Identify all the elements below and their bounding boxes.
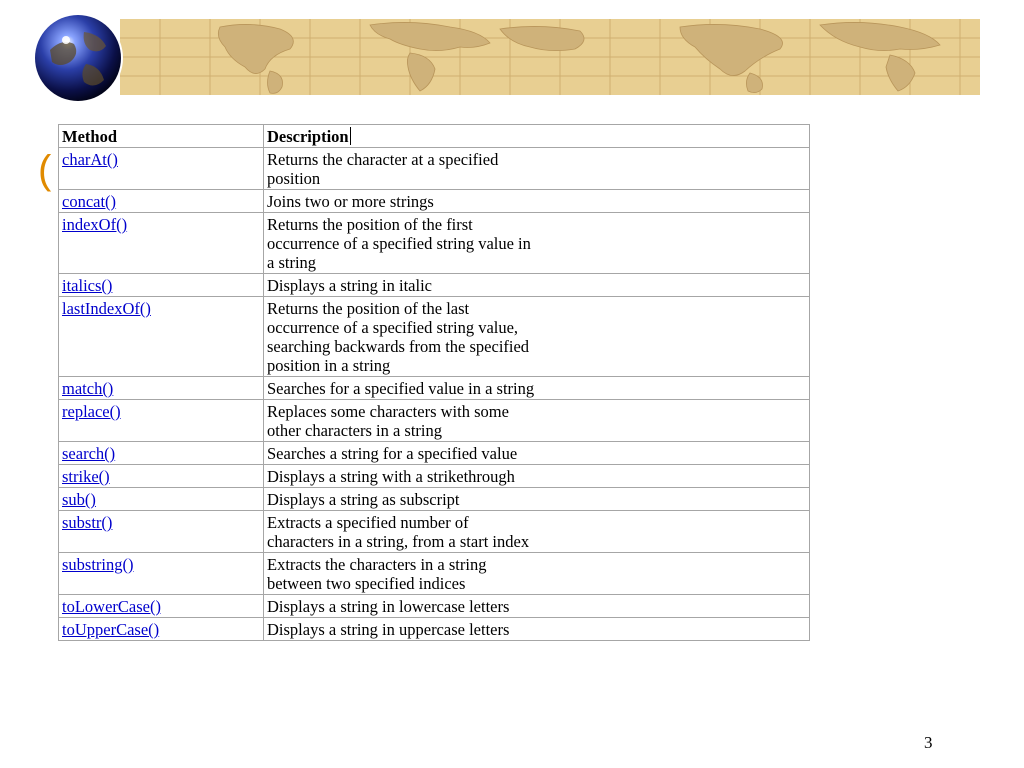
table-row (59, 400, 810, 442)
table-row (59, 377, 810, 400)
method-cell (59, 400, 264, 442)
string-methods-table (58, 124, 810, 641)
description-cell: Extracts a specified number of characters in a string, from a start index (264, 511, 810, 553)
table-row (59, 553, 810, 595)
method-cell (59, 511, 264, 553)
description-cell: Displays a string in uppercase letters (264, 618, 810, 641)
description-cell: Returns the position of the first occurrence of a specified string value in a string (264, 213, 810, 274)
table-row (59, 618, 810, 641)
header-description-label: Description (267, 127, 349, 146)
header-description (264, 125, 810, 148)
method-link-charat[interactable]: charAt() (62, 150, 118, 169)
table-row (59, 465, 810, 488)
method-link-touppercase[interactable]: toUpperCase() (62, 620, 160, 639)
description-cell: Returns the position of the last occurrence of a specified string value, searching backwards from the specified position in a string (264, 297, 810, 377)
table-row (59, 511, 810, 553)
method-link-search[interactable]: search() (62, 444, 116, 463)
method-cell (59, 213, 264, 274)
method-link-substr[interactable]: substr() (62, 513, 113, 532)
method-cell (59, 618, 264, 641)
method-link-lastindexof[interactable]: lastIndexOf() (62, 299, 151, 318)
table-row (59, 213, 810, 274)
method-cell (59, 595, 264, 618)
method-link-sub[interactable]: sub() (62, 490, 96, 509)
description-cell: Displays a string in italic (264, 274, 810, 297)
method-cell (59, 465, 264, 488)
table-row (59, 148, 810, 190)
description-cell: Extracts the characters in a string between two specified indices (264, 553, 810, 595)
method-cell (59, 377, 264, 400)
method-link-substring[interactable]: substring() (62, 555, 134, 574)
table-row (59, 595, 810, 618)
method-link-tolowercase[interactable]: toLowerCase() (62, 597, 161, 616)
method-link-replace[interactable]: replace() (62, 402, 121, 421)
description-cell: Searches a string for a specified value (264, 442, 810, 465)
table-header-row (59, 125, 810, 148)
description-cell: Searches for a specified value in a string (264, 377, 810, 400)
method-cell (59, 274, 264, 297)
table-row (59, 488, 810, 511)
method-link-indexof[interactable]: indexOf() (62, 215, 128, 234)
method-link-match[interactable]: match() (62, 379, 114, 398)
method-link-strike[interactable]: strike() (62, 467, 110, 486)
method-cell (59, 190, 264, 213)
description-cell: Replaces some characters with some other characters in a string (264, 400, 810, 442)
description-cell: Displays a string as subscript (264, 488, 810, 511)
description-cell: Displays a string in lowercase letters (264, 595, 810, 618)
method-cell (59, 553, 264, 595)
table-row (59, 274, 810, 297)
table-row (59, 442, 810, 465)
table-row (59, 190, 810, 213)
method-cell (59, 297, 264, 377)
method-link-concat[interactable]: concat() (62, 192, 117, 211)
method-cell (59, 148, 264, 190)
header-method: Method (59, 125, 264, 148)
description-cell: Returns the character at a specified position (264, 148, 810, 190)
accent-bracket: ( (38, 148, 52, 192)
description-cell: Joins two or more strings (264, 190, 810, 213)
method-cell (59, 442, 264, 465)
globe-icon (30, 10, 126, 106)
page-number: 3 (924, 733, 933, 752)
description-cell: Displays a string with a strikethrough (264, 465, 810, 488)
table-row (59, 297, 810, 377)
method-cell (59, 488, 264, 511)
text-cursor (350, 127, 351, 145)
method-link-italics[interactable]: italics() (62, 276, 113, 295)
world-map-banner (120, 19, 980, 95)
